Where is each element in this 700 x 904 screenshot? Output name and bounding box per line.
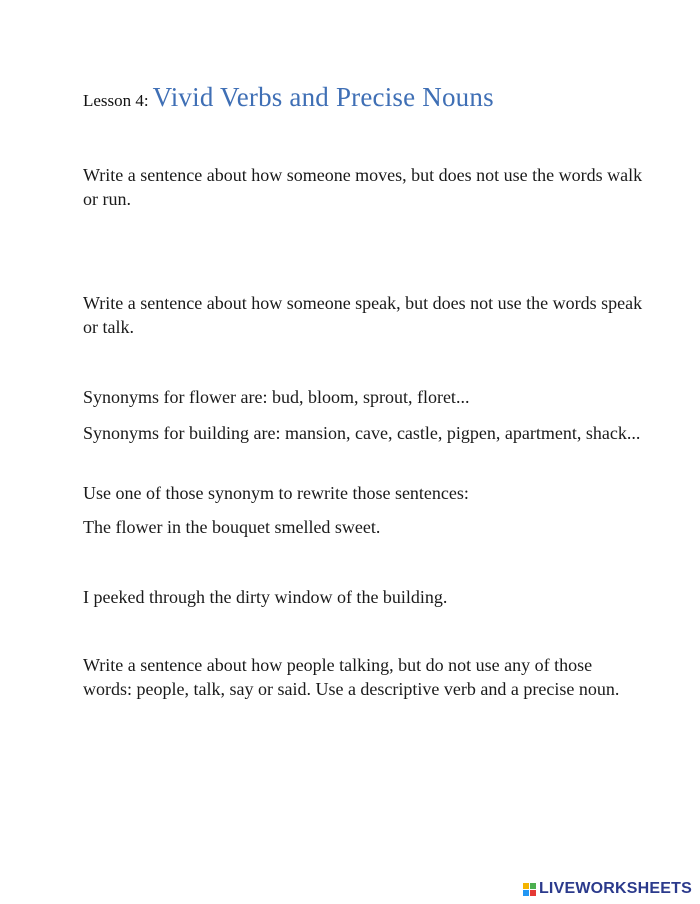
logo-square-green [530, 883, 536, 889]
prompt-moves: Write a sentence about how someone moves, but does not use the words walk or run. [83, 165, 643, 209]
lesson-title: Vivid Verbs and Precise Nouns [152, 82, 494, 112]
synonyms-building: Synonyms for building are: mansion, cave, castle, pigpen, apartment, shack... [83, 423, 641, 443]
prompt-speak: Write a sentence about how someone speak, but does not use the words speak or talk. [83, 293, 643, 337]
logo-square-red [530, 890, 536, 896]
synonyms-flower: Synonyms for flower are: bud, bloom, sprout, floret... [83, 387, 470, 407]
rewrite-instruction: Use one of those synonym to rewrite those sentences: [83, 483, 469, 503]
logo-grid-icon [523, 883, 536, 896]
prompt-people-talking: Write a sentence about how people talking, but do not use any of those words: people, talk, say or said. Use a descriptive verb and a precise noun. [83, 655, 620, 699]
sentence-building: I peeked through the dirty window of the building. [83, 587, 448, 607]
sentence-flower: The flower in the bouquet smelled sweet. [83, 517, 381, 537]
lesson-label: Lesson 4: [83, 91, 149, 110]
liveworksheets-logo [523, 880, 692, 898]
logo-square-blue [523, 890, 529, 896]
logo-square-yellow [523, 883, 529, 889]
lesson-header [83, 82, 494, 113]
logo-text: LIVEWORKSHEETS [538, 880, 692, 897]
